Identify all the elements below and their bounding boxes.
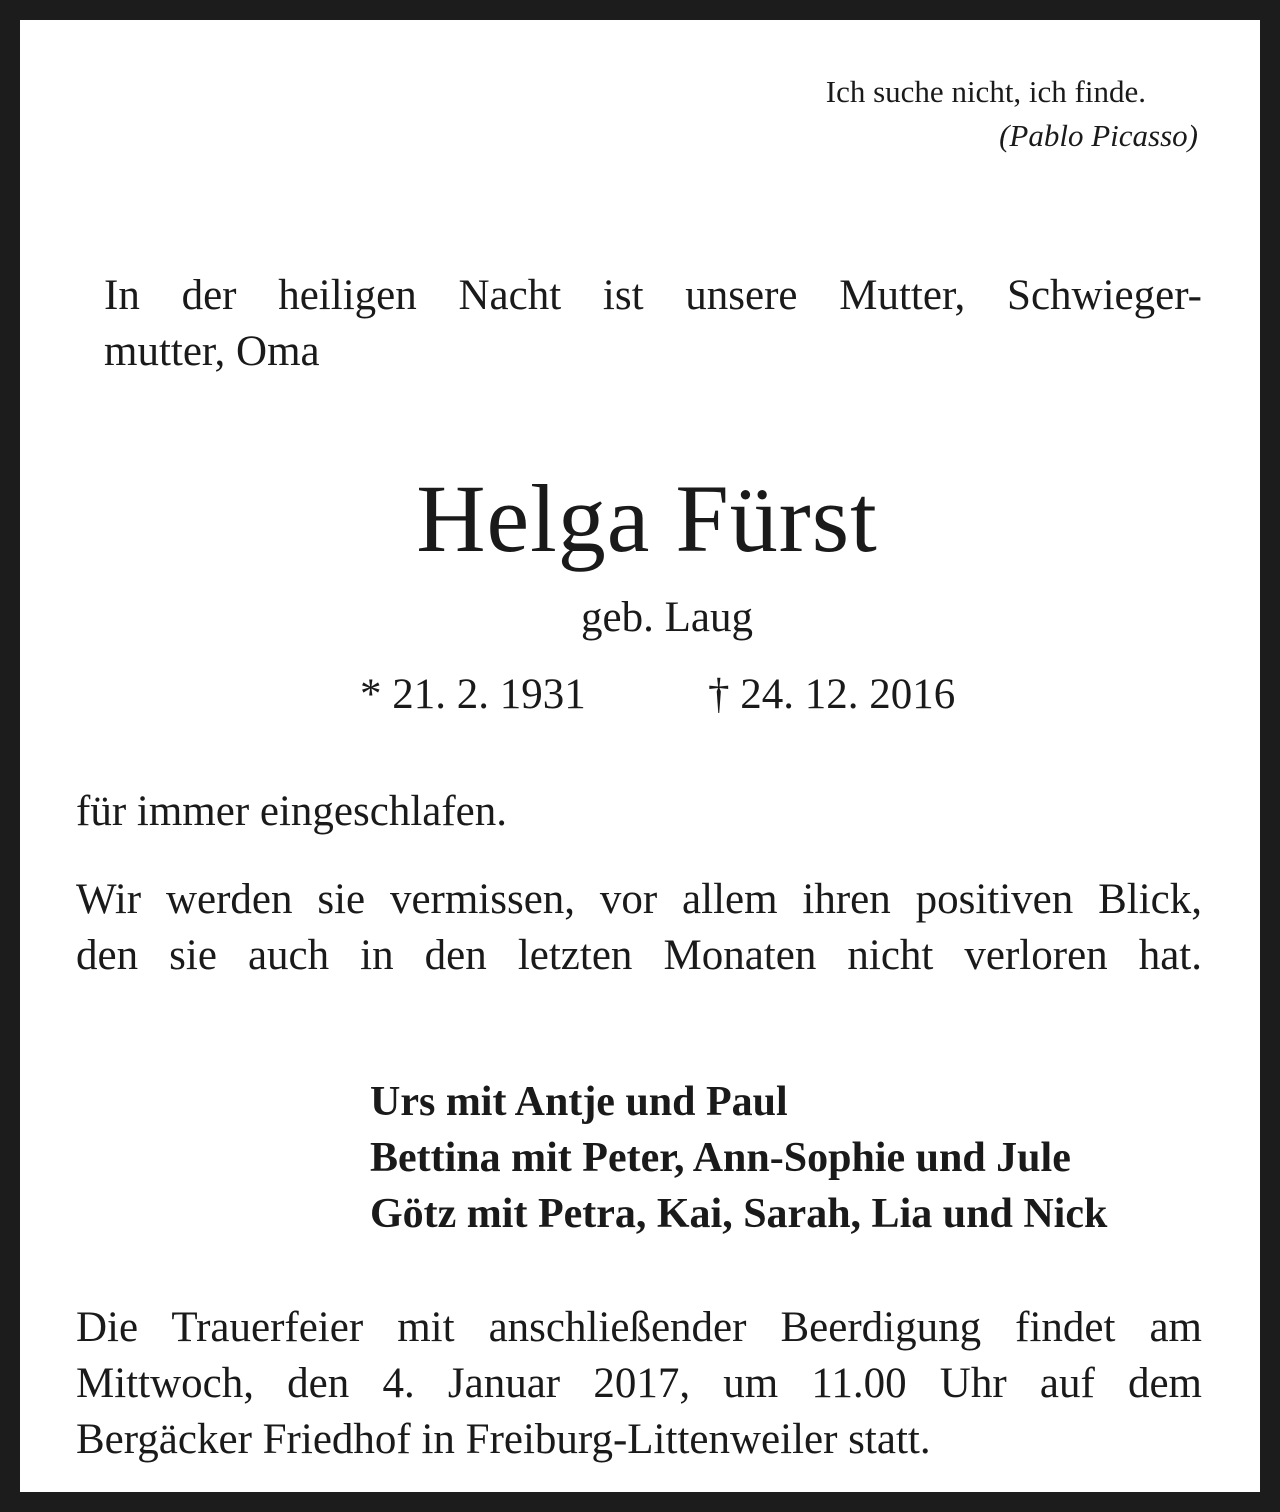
remembrance-paragraph: [76, 872, 1202, 984]
intro-line-2: mutter, Oma: [104, 328, 320, 375]
family-member-line: Urs mit Antje und Paul: [370, 1079, 788, 1125]
funeral-line-3: Bergäcker Friedhof in Freiburg-Littenweiler statt.: [76, 1416, 931, 1463]
funeral-line-2: Mittwoch, den 4. Januar 2017, um 11.00 Uhr auf dem: [76, 1360, 1202, 1407]
epigraph-quote: [498, 70, 1198, 158]
birth-date: * 21. 2. 1931: [360, 671, 586, 718]
death-date: † 24. 12. 2016: [708, 671, 956, 718]
remembrance-line-2: den sie auch in den letzten Monaten nicht verloren hat.: [76, 932, 1202, 979]
funeral-info-paragraph: [76, 1300, 1202, 1468]
quote-text: Ich suche nicht, ich finde.: [825, 74, 1146, 109]
maiden-name: geb. Laug: [581, 594, 753, 641]
deceased-name: Helga Fürst: [416, 465, 878, 572]
intro-line-1: In der heiligen Nacht ist unsere Mutter, Schwieger-: [104, 272, 1202, 319]
quote-author: (Pablo Picasso): [999, 118, 1198, 153]
funeral-line-1: Die Trauerfeier mit anschließender Beerdigung findet am: [76, 1304, 1202, 1351]
asleep-sentence: für immer eingeschlafen.: [76, 788, 508, 835]
remembrance-line-1: Wir werden sie vermissen, vor allem ihren positiven Blick,: [76, 876, 1202, 923]
intro-paragraph: [104, 268, 1202, 380]
family-member-line: Götz mit Petra, Kai, Sarah, Lia und Nick: [370, 1191, 1108, 1237]
family-member-line: Bettina mit Peter, Ann-Sophie und Jule: [370, 1135, 1071, 1181]
family-signatures: [370, 1074, 1230, 1242]
